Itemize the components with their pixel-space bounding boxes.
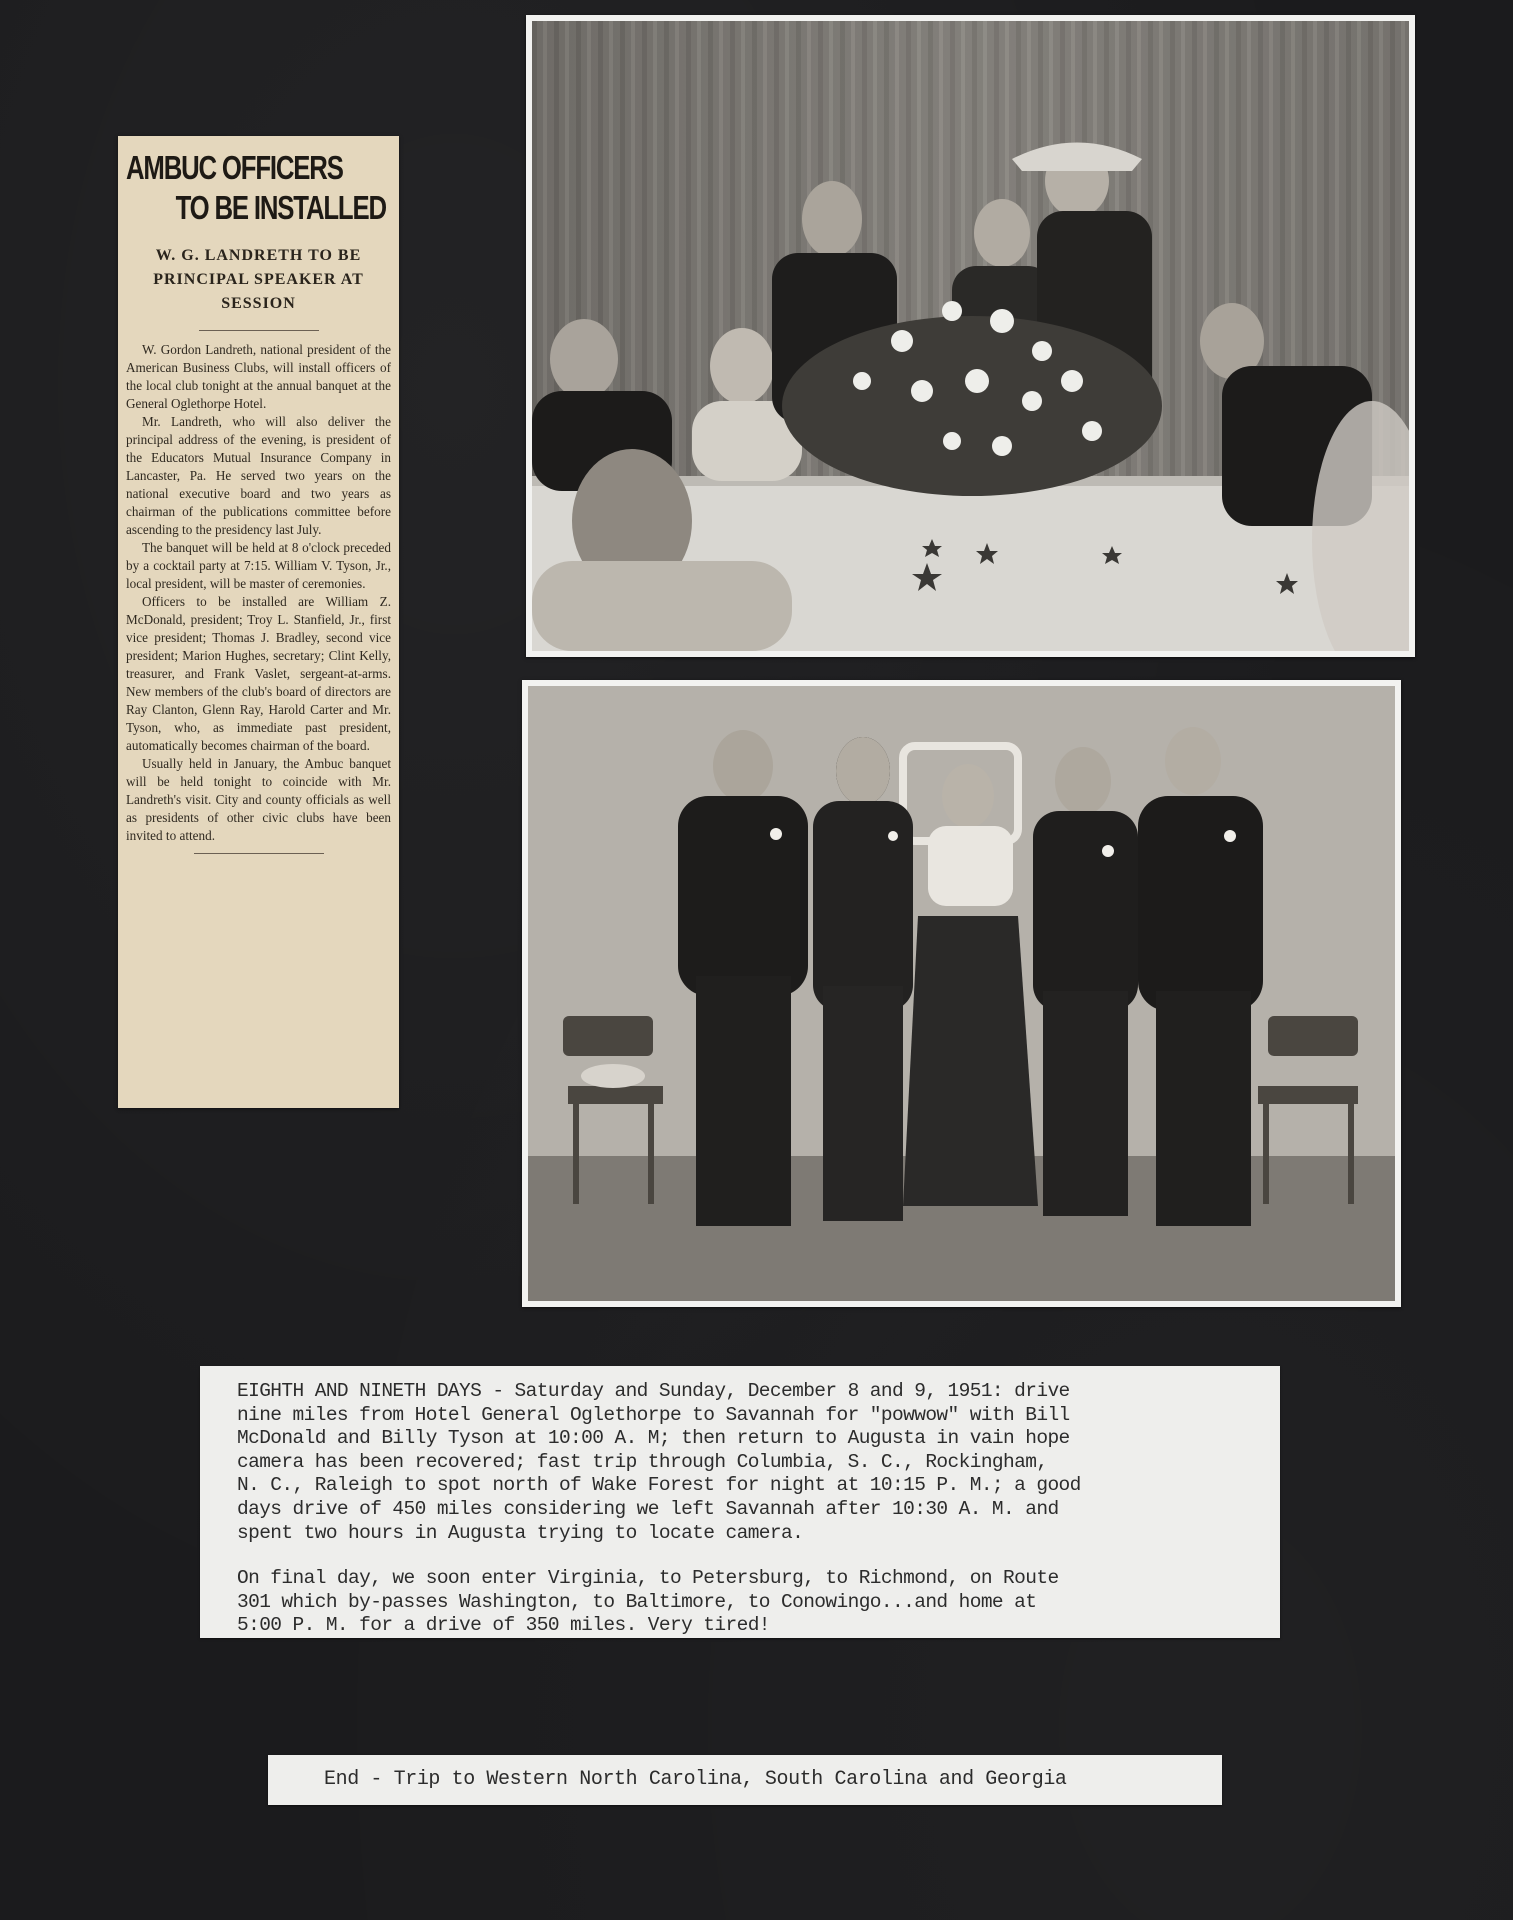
clipping-article — [126, 341, 391, 845]
headline-line-1: AMBUC OFFICERS — [126, 149, 343, 186]
banquet-table-photo-image — [532, 21, 1409, 651]
typed-note-paragraph: On final day, we soon enter Virginia, to Petersburg, to Richmond, on Route 301 which by-passes Washington, to Baltimore, to Conowingo...and home at 5:00 P. M. for a drive of 350 miles. Very tired! — [237, 1567, 1059, 1637]
clipping-subhead: W. G. LANDRETH TO BE PRINCIPAL SPEAKER AT SESSION — [153, 247, 364, 312]
article-paragraph: W. Gordon Landreth, national president of the American Business Clubs, will install officers of the local club tonight at the annual banquet at the General Oglethorpe Hotel. — [126, 342, 391, 411]
group-portrait-photo — [522, 680, 1401, 1307]
article-paragraph: Mr. Landreth, who will also deliver the principal address of the evening, is president of the Educators Mutual Insurance Company in Lancaster, Pa. He served two years on the national executive board and two years as chairman of the publications committee before ascending to the presidency last July. — [126, 414, 391, 537]
typed-note-paragraph: EIGHTH AND NINETH DAYS - Saturday and Sunday, December 8 and 9, 1951: drive nine miles from Hotel General Oglethorpe to Savannah for "powwow" with Bill McDonald and Billy Tyson at 10:00 A. M; then return to Augusta in vain hope camera has been recovered; fast trip through Columbia, S. C., Rockingham, N. C., Raleigh to spot north of Wake Forest for night at 10:15 P. M.; a good days drive of 450 miles considering we left Savannah after 10:30 A. M. and spent two hours in Augusta trying to locate camera. — [237, 1380, 1081, 1544]
clipping-divider — [199, 330, 319, 331]
typed-travel-note — [200, 1366, 1280, 1638]
clipping-end-rule — [194, 853, 324, 854]
article-paragraph: Officers to be installed are William Z. McDonald, president; Troy L. Stanfield, Jr., first vice president; Thomas J. Bradley, second vice president; Marion Hughes, secretary; Clint Kelly, treasurer, and Frank Vaslet, sergeant-at-arms. New members of the club's board of directors are Ray Clanton, Glenn Ray, Harold Carter and Mr. Tyson, who, as immediate past president, automatically becomes chairman of the board. — [126, 594, 391, 753]
newspaper-clipping — [118, 136, 399, 1108]
article-paragraph: Usually held in January, the Ambuc banquet will be held tonight to coincide with Mr. Landreth's visit. City and county officials as well as presidents of other civic clubs have been invited to attend. — [126, 756, 391, 843]
article-paragraph: The banquet will be held at 8 o'clock preceded by a cocktail party at 7:15. William V. Tyson, Jr., local president, will be master of ceremonies. — [126, 540, 391, 591]
banquet-table-photo — [526, 15, 1415, 657]
headline-line-2: TO BE INSTALLED — [175, 189, 386, 226]
clipping-headline — [126, 148, 391, 228]
group-portrait-photo-image — [528, 686, 1395, 1301]
typed-end-caption: End - Trip to Western North Carolina, South Carolina and Georgia — [268, 1755, 1222, 1805]
